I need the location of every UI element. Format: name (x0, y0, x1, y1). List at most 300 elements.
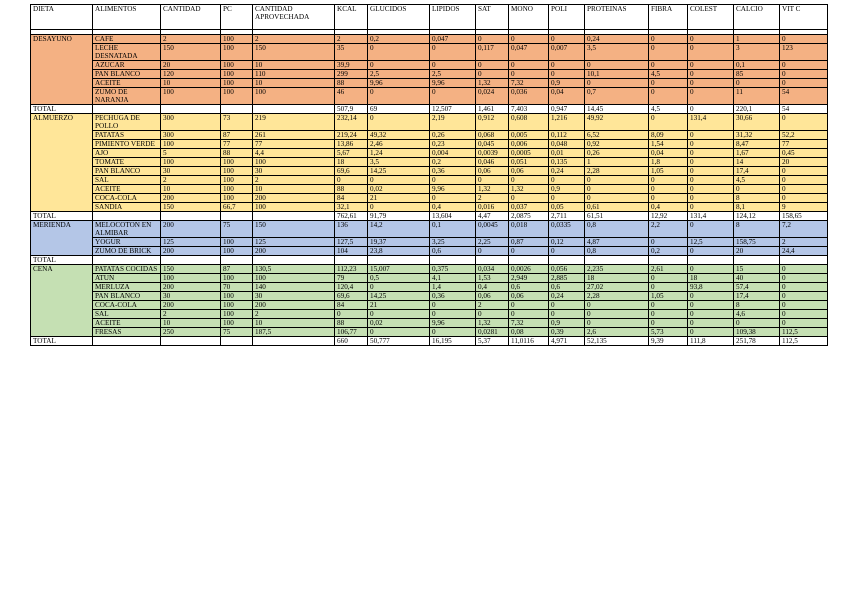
value-cell: 49,92 (585, 114, 649, 131)
total-value-cell (221, 337, 253, 346)
total-value-cell (476, 256, 509, 265)
value-cell: 219 (253, 114, 335, 131)
value-cell: 0 (688, 194, 734, 203)
value-cell: 0 (649, 194, 688, 203)
value-cell: 70 (221, 283, 253, 292)
value-cell: 0 (780, 70, 828, 79)
value-cell: 1,32 (476, 79, 509, 88)
total-value-cell: 13,604 (430, 212, 476, 221)
food-name-cell: PECHUGA DE POLLO (93, 114, 161, 131)
value-cell: 13,86 (335, 140, 368, 149)
value-cell: 100 (221, 158, 253, 167)
value-cell: 219,24 (335, 131, 368, 140)
meal-name-cell: CENA (31, 265, 93, 337)
value-cell: 10 (253, 319, 335, 328)
value-cell: 2,2 (649, 221, 688, 238)
value-cell: 4,5 (734, 176, 780, 185)
column-header: KCAL (335, 5, 368, 30)
table-row (31, 114, 828, 131)
value-cell: 77 (221, 140, 253, 149)
total-value-cell: 220,1 (734, 105, 780, 114)
value-cell: 0,6 (549, 283, 585, 292)
value-cell: 14,25 (368, 167, 430, 176)
value-cell: 0,004 (430, 149, 476, 158)
value-cell: 0 (688, 167, 734, 176)
meal-name-cell: DESAYUNO (31, 35, 93, 105)
value-cell: 0 (780, 35, 828, 44)
value-cell: 109,38 (734, 328, 780, 337)
total-value-cell (509, 256, 549, 265)
column-header: CALCIO (734, 5, 780, 30)
value-cell: 3 (734, 44, 780, 61)
value-cell: 0 (509, 176, 549, 185)
value-cell: 100 (161, 158, 221, 167)
value-cell: 0 (649, 238, 688, 247)
value-cell: 0,4 (476, 283, 509, 292)
value-cell: 93,8 (688, 283, 734, 292)
value-cell: 10,1 (585, 70, 649, 79)
value-cell: 8,47 (734, 140, 780, 149)
total-value-cell: 2,711 (549, 212, 585, 221)
value-cell: 0 (430, 328, 476, 337)
value-cell: 4,5 (649, 70, 688, 79)
value-cell: 0 (509, 70, 549, 79)
value-cell: 0 (688, 292, 734, 301)
value-cell: 35 (335, 44, 368, 61)
total-value-cell (161, 337, 221, 346)
value-cell: 131,4 (688, 114, 734, 131)
table-row (31, 70, 828, 79)
value-cell: 100 (253, 158, 335, 167)
value-cell: 4,4 (253, 149, 335, 158)
value-cell: 0,9 (549, 185, 585, 194)
total-value-cell: 111,8 (688, 337, 734, 346)
value-cell: 0 (368, 88, 430, 105)
diet-table (30, 4, 828, 346)
total-value-cell: 1,461 (476, 105, 509, 114)
value-cell: 2,885 (549, 274, 585, 283)
value-cell: 9 (780, 203, 828, 212)
value-cell: 0 (688, 328, 734, 337)
total-value-cell: 14,45 (585, 105, 649, 114)
value-cell: 0,06 (476, 292, 509, 301)
value-cell: 1,32 (509, 185, 549, 194)
value-cell: 0,0335 (549, 221, 585, 238)
value-cell: 100 (221, 167, 253, 176)
value-cell: 10 (253, 61, 335, 70)
column-header: ALIMENTOS (93, 5, 161, 30)
food-name-cell: PAN BLANCO (93, 70, 161, 79)
value-cell: 150 (161, 44, 221, 61)
value-cell: 0 (780, 79, 828, 88)
value-cell: 100 (221, 35, 253, 44)
value-cell: 0 (368, 44, 430, 61)
total-value-cell: 251,78 (734, 337, 780, 346)
total-value-cell: 112,5 (780, 337, 828, 346)
value-cell: 0 (780, 274, 828, 283)
table-row (31, 283, 828, 292)
value-cell: 200 (253, 194, 335, 203)
value-cell: 0 (688, 35, 734, 44)
value-cell: 200 (161, 194, 221, 203)
value-cell: 0 (549, 35, 585, 44)
table-row (31, 185, 828, 194)
food-name-cell: PIMIENTO VERDE (93, 140, 161, 149)
total-value-cell: 50,777 (368, 337, 430, 346)
value-cell: 0 (549, 70, 585, 79)
value-cell: 100 (221, 61, 253, 70)
value-cell: 0,046 (476, 158, 509, 167)
value-cell: 18 (688, 274, 734, 283)
total-row (31, 105, 828, 114)
value-cell: 1,54 (649, 140, 688, 149)
value-cell: 0 (368, 61, 430, 70)
value-cell: 4,6 (734, 310, 780, 319)
value-cell: 0 (688, 70, 734, 79)
value-cell: 150 (253, 221, 335, 238)
value-cell: 3,5 (585, 44, 649, 61)
value-cell: 0,005 (509, 131, 549, 140)
value-cell: 23,8 (368, 247, 430, 256)
value-cell: 10 (253, 185, 335, 194)
food-name-cell: ACEITE (93, 79, 161, 88)
value-cell: 0 (688, 44, 734, 61)
value-cell: 200 (161, 283, 221, 292)
value-cell: 3,5 (368, 158, 430, 167)
value-cell: 0,0045 (476, 221, 509, 238)
value-cell: 0 (549, 310, 585, 319)
food-name-cell: AZUCAR (93, 61, 161, 70)
table-row (31, 238, 828, 247)
value-cell: 0,2 (649, 247, 688, 256)
value-cell: 0,06 (476, 167, 509, 176)
value-cell: 0 (649, 310, 688, 319)
total-value-cell: 660 (335, 337, 368, 346)
value-cell: 0 (780, 176, 828, 185)
value-cell: 0 (688, 176, 734, 185)
total-value-cell (161, 105, 221, 114)
value-cell: 2,28 (585, 167, 649, 176)
value-cell: 100 (161, 140, 221, 149)
value-cell: 125 (161, 238, 221, 247)
value-cell: 300 (161, 131, 221, 140)
value-cell: 200 (253, 301, 335, 310)
total-value-cell: 12,92 (649, 212, 688, 221)
value-cell: 32,1 (335, 203, 368, 212)
value-cell: 57,4 (734, 283, 780, 292)
value-cell: 261 (253, 131, 335, 140)
total-value-cell (649, 256, 688, 265)
value-cell: 0,01 (549, 149, 585, 158)
total-value-cell (221, 212, 253, 221)
value-cell: 0,051 (509, 158, 549, 167)
total-label-cell: TOTAL (31, 105, 93, 114)
food-name-cell: MELOCOTON EN ALMIBAR (93, 221, 161, 238)
value-cell: 8 (734, 301, 780, 310)
food-name-cell: ACEITE (93, 185, 161, 194)
value-cell: 8 (734, 221, 780, 238)
value-cell: 0,39 (549, 328, 585, 337)
value-cell: 0,06 (509, 292, 549, 301)
value-cell: 39,9 (335, 61, 368, 70)
value-cell: 0 (335, 176, 368, 185)
value-cell: 0 (688, 158, 734, 167)
value-cell: 0,06 (509, 167, 549, 176)
value-cell: 0,4 (649, 203, 688, 212)
column-header: LIPIDOS (430, 5, 476, 30)
value-cell: 30 (253, 167, 335, 176)
value-cell: 0 (688, 88, 734, 105)
value-cell: 200 (161, 301, 221, 310)
value-cell: 0,375 (430, 265, 476, 274)
value-cell: 112,5 (780, 328, 828, 337)
value-cell: 0,92 (585, 140, 649, 149)
value-cell: 0 (509, 35, 549, 44)
food-name-cell: COCA-COLA (93, 194, 161, 203)
value-cell: 2,46 (368, 140, 430, 149)
value-cell: 0 (585, 194, 649, 203)
value-cell: 30 (253, 292, 335, 301)
value-cell: 0,61 (585, 203, 649, 212)
value-cell: 87 (221, 265, 253, 274)
value-cell: 1,05 (649, 167, 688, 176)
value-cell: 0 (688, 310, 734, 319)
value-cell: 0 (368, 114, 430, 131)
value-cell: 46 (335, 88, 368, 105)
value-cell: 10 (161, 319, 221, 328)
value-cell: 21 (368, 301, 430, 310)
value-cell: 0 (649, 114, 688, 131)
value-cell: 100 (221, 310, 253, 319)
value-cell: 14,25 (368, 292, 430, 301)
value-cell: 30 (161, 292, 221, 301)
value-cell: 0 (368, 310, 430, 319)
value-cell: 0,5 (368, 274, 430, 283)
value-cell: 0 (649, 79, 688, 88)
value-cell: 0,6 (430, 247, 476, 256)
value-cell: 0 (780, 194, 828, 203)
value-cell: 0 (649, 176, 688, 185)
value-cell: 0 (649, 44, 688, 61)
value-cell: 100 (161, 274, 221, 283)
total-value-cell: 131,4 (688, 212, 734, 221)
table-row (31, 149, 828, 158)
value-cell: 0,056 (549, 265, 585, 274)
value-cell: 0,1 (734, 61, 780, 70)
total-value-cell (253, 337, 335, 346)
value-cell: 0,26 (430, 131, 476, 140)
table-row (31, 203, 828, 212)
value-cell: 100 (221, 247, 253, 256)
value-cell: 100 (221, 301, 253, 310)
value-cell: 0 (549, 247, 585, 256)
table-row (31, 301, 828, 310)
total-value-cell: 5,37 (476, 337, 509, 346)
total-value-cell (253, 212, 335, 221)
food-name-cell: PATATAS (93, 131, 161, 140)
table-row (31, 292, 828, 301)
value-cell: 0,037 (509, 203, 549, 212)
value-cell: 127,5 (335, 238, 368, 247)
value-cell: 0 (649, 35, 688, 44)
total-value-cell: 0,947 (549, 105, 585, 114)
food-name-cell: LECHE DESNATADA (93, 44, 161, 61)
value-cell: 0,034 (476, 265, 509, 274)
value-cell: 0 (780, 167, 828, 176)
value-cell: 0,047 (430, 35, 476, 44)
column-header: VIT C (780, 5, 828, 30)
value-cell: 9,96 (368, 79, 430, 88)
value-cell: 0,87 (509, 238, 549, 247)
value-cell: 200 (161, 247, 221, 256)
table-row (31, 79, 828, 88)
value-cell: 0,036 (509, 88, 549, 105)
value-cell: 0 (476, 247, 509, 256)
value-cell: 0 (368, 176, 430, 185)
value-cell: 136 (335, 221, 368, 238)
value-cell: 0,8 (585, 247, 649, 256)
value-cell: 0 (780, 185, 828, 194)
food-name-cell: MERLUZA (93, 283, 161, 292)
value-cell: 0,135 (549, 158, 585, 167)
value-cell: 0,36 (430, 167, 476, 176)
value-cell: 0,117 (476, 44, 509, 61)
value-cell: 0,04 (649, 149, 688, 158)
value-cell: 2,6 (585, 328, 649, 337)
value-cell: 0,04 (549, 88, 585, 105)
value-cell: 0 (649, 61, 688, 70)
column-header: CANTIDAD APROVECHADA (253, 5, 335, 30)
food-name-cell: SANDIA (93, 203, 161, 212)
value-cell: 0 (688, 265, 734, 274)
column-header: CANTIDAD (161, 5, 221, 30)
value-cell: 100 (221, 194, 253, 203)
table-row (31, 319, 828, 328)
value-cell: 0,608 (509, 114, 549, 131)
value-cell: 0 (549, 61, 585, 70)
table-row (31, 274, 828, 283)
value-cell: 120,4 (335, 283, 368, 292)
value-cell: 14 (734, 158, 780, 167)
value-cell: 0 (780, 319, 828, 328)
column-header: FIBRA (649, 5, 688, 30)
value-cell: 2,25 (476, 238, 509, 247)
value-cell: 0,1 (430, 221, 476, 238)
meal-name-cell: MERIENDA (31, 221, 93, 256)
value-cell: 0,08 (509, 328, 549, 337)
value-cell: 1,32 (476, 185, 509, 194)
value-cell: 0 (509, 301, 549, 310)
food-name-cell: AJO (93, 149, 161, 158)
value-cell: 123 (780, 44, 828, 61)
value-cell: 0 (585, 319, 649, 328)
value-cell: 9,96 (430, 79, 476, 88)
total-value-cell: 0 (688, 105, 734, 114)
food-name-cell: ACEITE (93, 319, 161, 328)
value-cell: 8,1 (734, 203, 780, 212)
value-cell: 2 (253, 176, 335, 185)
value-cell: 232,14 (335, 114, 368, 131)
value-cell: 73 (221, 114, 253, 131)
value-cell: 0 (509, 247, 549, 256)
value-cell: 2 (253, 310, 335, 319)
value-cell: 0,23 (430, 140, 476, 149)
value-cell: 5 (161, 149, 221, 158)
value-cell: 0,24 (585, 35, 649, 44)
value-cell: 0,26 (585, 149, 649, 158)
value-cell: 2,28 (585, 292, 649, 301)
value-cell: 0,024 (476, 88, 509, 105)
value-cell: 0 (430, 194, 476, 203)
value-cell: 69,6 (335, 292, 368, 301)
value-cell: 110 (253, 70, 335, 79)
value-cell: 200 (161, 221, 221, 238)
food-name-cell: PAN BLANCO (93, 292, 161, 301)
column-header: POLI (549, 5, 585, 30)
value-cell: 17,4 (734, 292, 780, 301)
value-cell: 0 (688, 185, 734, 194)
value-cell: 75 (221, 328, 253, 337)
value-cell: 100 (221, 88, 253, 105)
value-cell: 0,7 (585, 88, 649, 105)
value-cell: 17,4 (734, 167, 780, 176)
value-cell: 0,4 (430, 203, 476, 212)
table-row (31, 221, 828, 238)
value-cell: 100 (221, 70, 253, 79)
meal-name-cell: ALMUERZO (31, 114, 93, 212)
value-cell: 0,9 (549, 79, 585, 88)
total-value-cell: 4,5 (649, 105, 688, 114)
column-header: GLUCIDOS (368, 5, 430, 30)
value-cell: 130,5 (253, 265, 335, 274)
total-value-cell (93, 337, 161, 346)
value-cell: 0 (649, 301, 688, 310)
value-cell: 79 (335, 274, 368, 283)
value-cell: 0 (585, 185, 649, 194)
value-cell: 0 (688, 140, 734, 149)
value-cell: 0 (585, 310, 649, 319)
column-header: DIETA (31, 5, 93, 30)
total-value-cell (161, 212, 221, 221)
value-cell: 84 (335, 194, 368, 203)
table-row (31, 265, 828, 274)
value-cell: 0 (688, 79, 734, 88)
total-value-cell: 2,0875 (509, 212, 549, 221)
value-cell: 100 (221, 79, 253, 88)
value-cell: 1,53 (476, 274, 509, 283)
total-value-cell (93, 105, 161, 114)
total-value-cell: 61,51 (585, 212, 649, 221)
value-cell: 0 (430, 44, 476, 61)
food-name-cell: PAN BLANCO (93, 167, 161, 176)
food-name-cell: ZUMO DE BRICK (93, 247, 161, 256)
value-cell: 106,77 (335, 328, 368, 337)
value-cell: 100 (221, 44, 253, 61)
value-cell: 0,02 (368, 319, 430, 328)
value-cell: 0,02 (368, 185, 430, 194)
total-row (31, 212, 828, 221)
column-header: MONO (509, 5, 549, 30)
value-cell: 2 (161, 35, 221, 44)
value-cell: 0 (780, 61, 828, 70)
value-cell: 0,24 (549, 292, 585, 301)
value-cell: 8,09 (649, 131, 688, 140)
total-value-cell (368, 256, 430, 265)
food-name-cell: ZUMO DE NARANJA (93, 88, 161, 105)
value-cell: 1,8 (649, 158, 688, 167)
value-cell: 0 (549, 194, 585, 203)
value-cell: 2,5 (430, 70, 476, 79)
